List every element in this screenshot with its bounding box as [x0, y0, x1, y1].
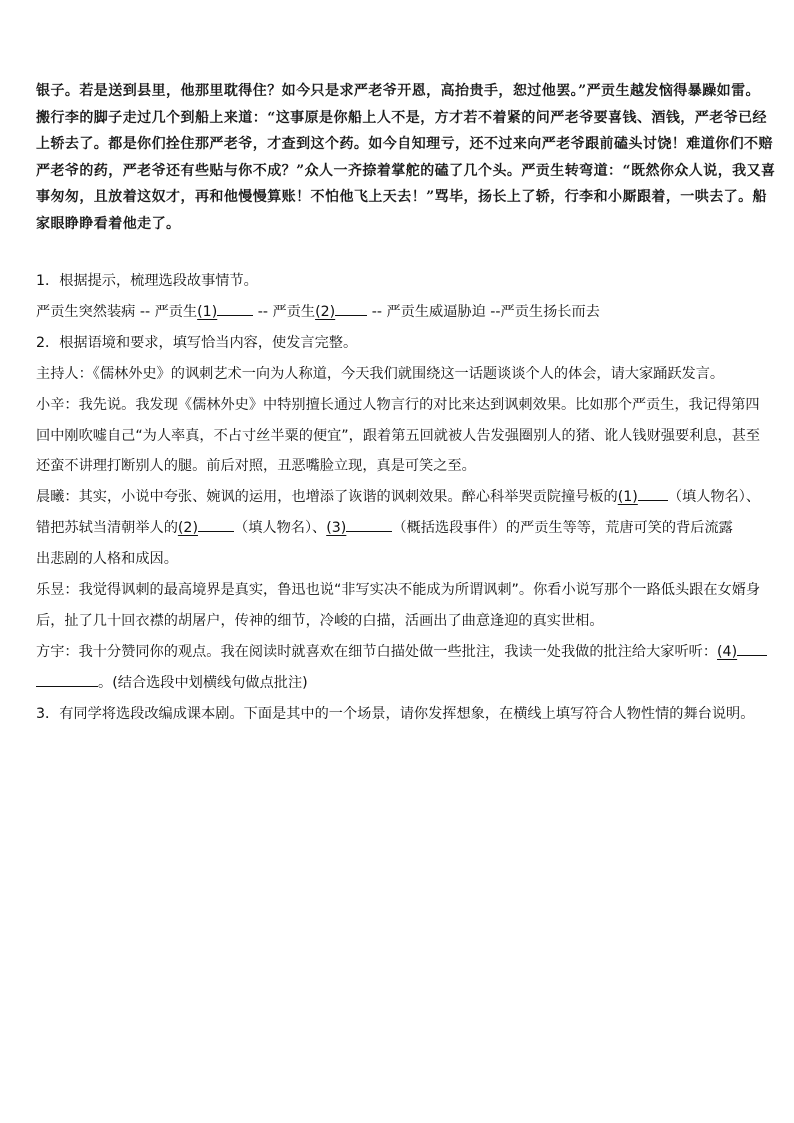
- fangyu-speech-line: [36, 637, 760, 668]
- question-3-title: 3．有同学将选段改编成课本剧。下面是其中的一个场景，请你发挥想象，在横线上填写符合人物性情的舞台说明。: [36, 705, 755, 722]
- chenxi-text: （概括选段事件）的严贡生等等，荒唐可笑的背后流露: [392, 520, 733, 537]
- chenxi-text: 晨曦：其实，小说中夸张、婉讽的运用，也增添了诙谐的讽刺效果。醉心科举哭贡院撞号板的: [36, 489, 618, 506]
- excerpt-line: 银子。若是送到县里，他那里耽得住？如今只是求严老爷开恩，高抬贵手，恕过他罢。”严贡生越发恼得暴躁如雷。: [36, 83, 760, 99]
- flow-blank-2-label: (2): [315, 303, 336, 320]
- chenxi-speech-line: 出悲剧的人格和成因。: [36, 551, 178, 568]
- excerpt-line: 上轿去了。都是你们拴住那严老爷，才查到这个药。如今自知理亏，还不过来向严老爷跟前磕头讨饶！难道你们不赔: [36, 136, 773, 152]
- excerpt-line: 搬行李的脚子走过几个到船上来道：“这事原是你船上人不是，方才若不着紧的问严老爷要喜钱、酒钱，严老爷已经: [36, 109, 767, 126]
- xiaoxin-speech-line: 小辛：我先说。我发现《儒林外史》中特别擅长通过人物言行的对比来达到讽刺效果。比如那个严贡生，我记得第四: [36, 396, 760, 413]
- chenxi-blank-1-label: (1): [617, 489, 638, 506]
- flow-mid-1: -- 严贡生: [253, 303, 316, 320]
- excerpt-line: 事匆匆，且放着这奴才，再和他慢慢算账！不怕他飞上天去！”骂毕，扬长上了轿，行李和小厮跟着，一哄去了。船: [36, 189, 767, 205]
- chenxi-blank-2[interactable]: [198, 517, 234, 532]
- question-2-title: 2．根据语境和要求，填写恰当内容，使发言完整。: [36, 334, 358, 351]
- chenxi-text: （填人物名）、: [234, 520, 327, 537]
- chenxi-speech-line: [36, 482, 760, 513]
- leyi-speech-line: 乐昱：我觉得讽刺的最高境界是真实，鲁迅也说“非写实决不能成为所谓讽刺”。你看小说写那个一路低头跟在女婿身: [36, 582, 761, 599]
- chenxi-blank-1[interactable]: [638, 486, 668, 501]
- xiaoxin-speech-line: 回中刚吹嘘自己“为人率真，不占寸丝半粟的便宜”，跟着第五回就被人告发强圈别人的猪、讹人钱财强要利息，甚至: [36, 427, 761, 444]
- flow-mid-2: -- 严贡生威逼胁迫 --严贡生扬长而去: [367, 303, 600, 320]
- questions: [36, 266, 760, 730]
- fangyu-blank-4-label: (4): [717, 643, 738, 660]
- question-1-flow: [36, 297, 760, 328]
- excerpt-line: 严老爷的药，严老爷还有些贴与你不成？”众人一齐捺着掌舵的磕了几个头。严贡生转弯道：“既然你众人说，我又喜: [36, 162, 776, 179]
- chenxi-speech-line: [36, 513, 760, 544]
- fangyu-speech-line: [36, 668, 760, 699]
- fangyu-blank-4a[interactable]: [737, 641, 767, 656]
- fangyu-text: 。(结合选段中划横线句做点批注): [98, 674, 308, 691]
- xiaoxin-speech-line: 还蛮不讲理打断别人的腿。前后对照，丑恶嘴脸立现，真是可笑之至。: [36, 458, 476, 475]
- host-speech: 主持人：《儒林外史》的讽刺艺术一向为人称道，今天我们就围绕这一话题谈谈个人的体会，请大家踊跃发言。: [36, 365, 725, 382]
- chenxi-blank-3-label: (3): [326, 520, 347, 537]
- chenxi-text: 错把苏轼当清朝举人的: [36, 520, 178, 537]
- chenxi-blank-3[interactable]: [346, 517, 392, 532]
- fangyu-text: 方宇：我十分赞同你的观点。我在阅读时就喜欢在细节白描处做一些批注，我读一处我做的批注给大家听听：: [36, 643, 718, 660]
- flow-blank-1-label: (1): [197, 303, 218, 320]
- chenxi-blank-2-label: (2): [177, 520, 198, 537]
- leyi-speech-line: 后，扯了几十回衣襟的胡屠户，传神的细节，冷峻的白描，活画出了曲意逢迎的真实世相。: [36, 612, 604, 629]
- flow-start: 严贡生突然装病 -- 严贡生: [36, 303, 198, 320]
- story-excerpt: [36, 78, 776, 237]
- excerpt-line: 家眼睁睁看着他走了。: [36, 215, 181, 232]
- fangyu-blank-4b[interactable]: [36, 672, 98, 687]
- flow-blank-1[interactable]: [217, 301, 253, 316]
- chenxi-text: （填人物名）、: [667, 489, 761, 506]
- flow-blank-2[interactable]: [335, 301, 367, 316]
- question-1-title: 1．根据提示，梳理选段故事情节。: [36, 273, 258, 289]
